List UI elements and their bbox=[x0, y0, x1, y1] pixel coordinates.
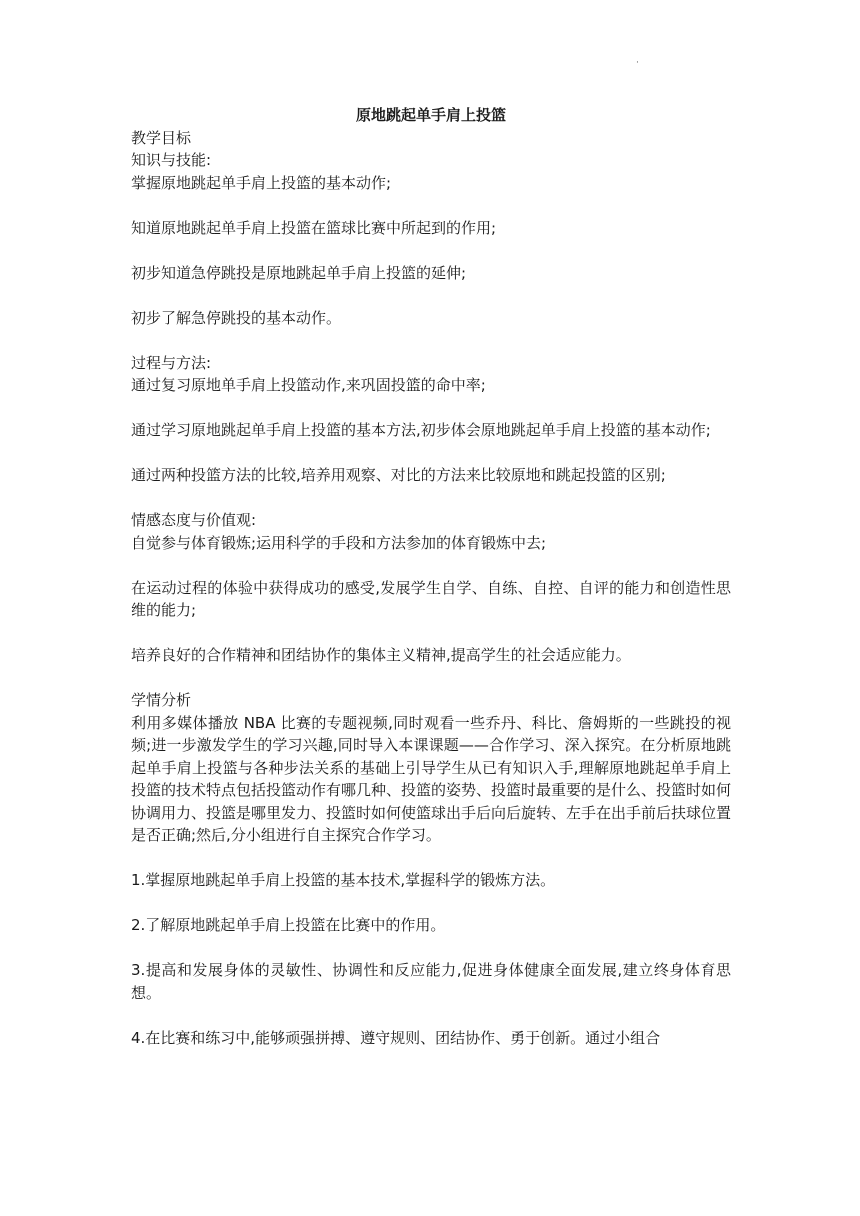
numbered-item: 4.在比赛和练习中,能够顽强拼搏、遵守规则、团结协作、勇于创新。通过小组合 bbox=[131, 1028, 661, 1047]
paragraph-gap bbox=[131, 1004, 731, 1027]
paragraph-gap bbox=[131, 397, 731, 420]
process-item: 通过复习原地单手肩上投篮动作,来巩固投篮的命中率; bbox=[131, 376, 486, 394]
process-item: 通过学习原地跳起单手肩上投篮的基本方法,初步体会原地跳起单手肩上投篮的基本动作; bbox=[131, 421, 711, 439]
paragraph-gap bbox=[131, 194, 731, 217]
numbered-item: 1.掌握原地跳起单手肩上投篮的基本技术,掌握科学的锻炼方法。 bbox=[131, 871, 556, 889]
document-body bbox=[131, 104, 731, 1049]
process-item: 通过两种投篮方法的比较,培养用观察、对比的方法来比较原地和跳起投篮的区别; bbox=[131, 466, 666, 484]
objectives-heading: 教学目标 bbox=[131, 128, 192, 147]
paragraph-gap bbox=[131, 239, 731, 262]
paragraph-gap bbox=[131, 892, 731, 915]
header-mark: · bbox=[636, 58, 639, 68]
paragraph-gap bbox=[131, 442, 731, 465]
paragraph-gap bbox=[131, 667, 731, 690]
numbered-item: 2.了解原地跳起单手肩上投篮在比赛中的作用。 bbox=[131, 916, 446, 934]
numbered-item: 3.提高和发展身体的灵敏性、协调性和反应能力,促进身体健康全面发展,建立终身体育思想。 bbox=[131, 961, 731, 1002]
paragraph-gap bbox=[131, 554, 731, 577]
paragraph-gap bbox=[131, 329, 731, 352]
analysis-body: 利用多媒体播放 NBA 比赛的专题视频,同时观看一些乔丹、科比、詹姆斯的一些跳投的视频;进一步激发学生的学习兴趣,同时导入本课课题——合作学习、深入探究。在分析原地跳起单手肩上投篮与各种步法关系的基础上引导学生从已有知识入手,理解原地跳起单手肩上投篮的技术特点包括投篮动作有哪几种、投篮的姿势、投篮时最重要的是什么、投篮时如何协调用力、投篮是哪里发力、投篮时如何使篮球出手后向后旋转、左手在出手前后扶球位置是否正确;然后,分小组进行自主探究合作学习。 bbox=[131, 713, 732, 844]
emotion-item: 培养良好的合作精神和团结协作的集体主义精神,提高学生的社会适应能力。 bbox=[131, 646, 631, 664]
emotion-item: 在运动过程的体验中获得成功的感受,发展学生自学、自练、自控、自评的能力和创造性思维的能力; bbox=[131, 578, 731, 619]
emotion-heading: 情感态度与价值观: bbox=[131, 511, 257, 529]
paragraph-gap bbox=[131, 847, 731, 870]
paragraph-gap bbox=[131, 284, 731, 307]
knowledge-item: 知道原地跳起单手肩上投篮在篮球比赛中所起到的作用; bbox=[131, 218, 497, 237]
knowledge-item: 初步了解急停跳投的基本动作。 bbox=[131, 308, 342, 327]
knowledge-item: 初步知道急停跳投是原地跳起单手肩上投篮的延伸; bbox=[131, 263, 467, 282]
paragraph-gap bbox=[131, 622, 731, 645]
document-title: 原地跳起单手肩上投篮 bbox=[355, 106, 506, 124]
paragraph-gap bbox=[131, 937, 731, 960]
analysis-heading: 学情分析 bbox=[131, 691, 192, 709]
process-heading: 过程与方法: bbox=[131, 353, 212, 372]
paragraph-gap bbox=[131, 487, 731, 510]
emotion-item: 自觉参与体育锻炼;运用科学的手段和方法参加的体育锻炼中去; bbox=[131, 533, 547, 552]
knowledge-heading: 知识与技能: bbox=[131, 151, 212, 169]
knowledge-item: 掌握原地跳起单手肩上投篮的基本动作; bbox=[131, 173, 392, 192]
